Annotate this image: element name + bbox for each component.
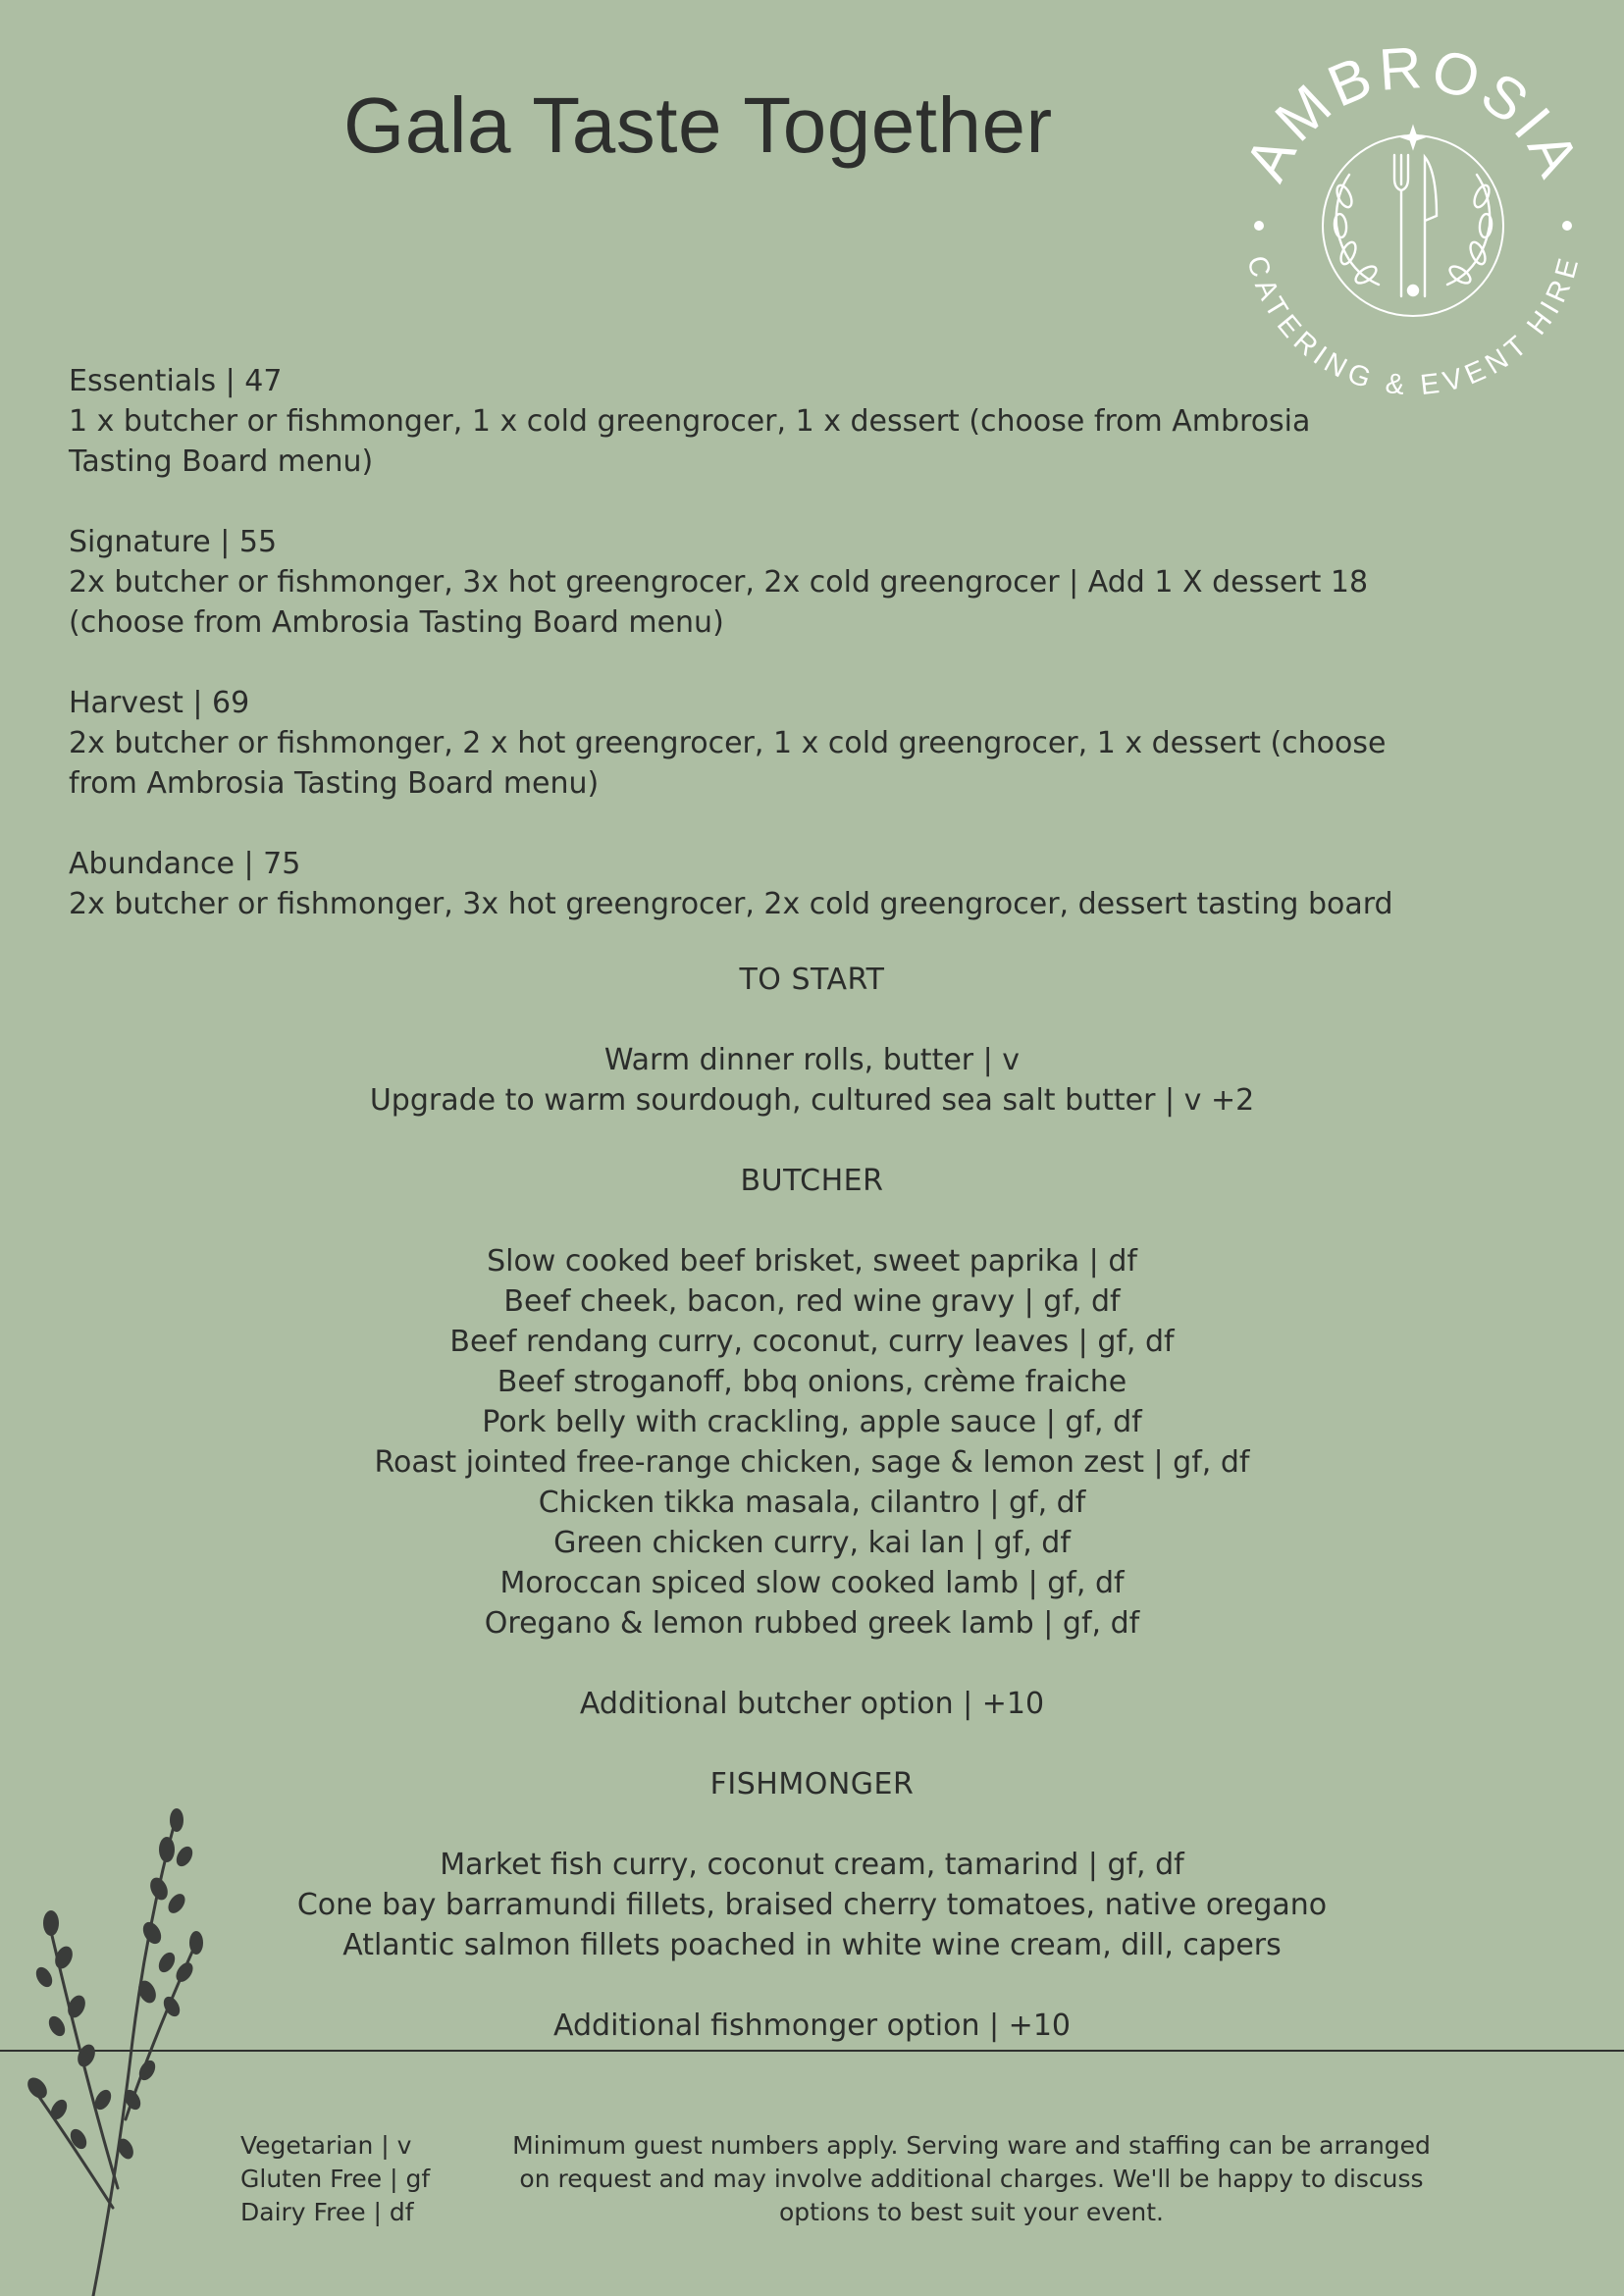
footer-note: Minimum guest numbers apply. Serving ware and staffing can be arranged on request and may involve additional charges. We'll be happy to discuss options to best suit your event.: [512, 2131, 1431, 2226]
menu-item: Market fish curry, coconut cream, tamarind | gf, df: [440, 1848, 1184, 1882]
logo-name: [1232, 39, 1594, 190]
package-essentials: [69, 361, 1403, 482]
fishmonger-items: [0, 1845, 1624, 1965]
menu-item: Beef stroganoff, bbq onions, crème fraiche: [497, 1365, 1127, 1399]
package-signature: [69, 522, 1403, 643]
section-title-butcher: BUTCHER: [740, 1164, 884, 1198]
dietary-legend: [240, 2129, 430, 2229]
thyme-sprig-icon: [10, 1796, 236, 2296]
package-name: Signature | 55: [69, 525, 278, 559]
menu-item: Atlantic salmon fillets poached in white wine cream, dill, capers: [342, 1928, 1282, 1962]
butcher-items: [0, 1241, 1624, 1644]
fork-knife-plate-wreath-icon: [1323, 126, 1503, 316]
menu-sections: [0, 960, 1624, 2086]
footer-divider: [0, 2050, 1624, 2052]
package-name: Essentials | 47: [69, 364, 283, 398]
menu-item: Oregano & lemon rubbed greek lamb | gf, df: [484, 1606, 1140, 1641]
section-title-fishmonger: FISHMONGER: [709, 1767, 915, 1801]
legend-gluten-free: Gluten Free | gf: [240, 2165, 431, 2193]
package-abundance: [69, 844, 1403, 924]
menu-item: Beef cheek, bacon, red wine gravy | gf, df: [503, 1284, 1121, 1319]
logo-tagline-path: CATERING & EVENT HIRE: [1240, 252, 1586, 402]
package-description: 2x butcher or fishmonger, 3x hot greengrocer, 2x cold greengrocer | Add 1 X dessert 18 (choose from Ambrosia Tasting Board menu): [69, 565, 1369, 640]
logo-dot-left: [1254, 221, 1264, 231]
package-description: 2x butcher or fishmonger, 2 x hot greengrocer, 1 x cold greengrocer, 1 x dessert (choose from Ambrosia Tasting Board menu): [69, 726, 1387, 801]
legend-vegetarian: Vegetarian | v: [240, 2131, 412, 2160]
menu-item: Green chicken curry, kai lan | gf, df: [553, 1526, 1071, 1560]
fishmonger-extra-option: Additional fishmonger option | +10: [553, 2009, 1071, 2043]
butcher-extra-option: Additional butcher option | +10: [579, 1687, 1045, 1721]
menu-item: Beef rendang curry, coconut, curry leaves | gf, df: [449, 1325, 1175, 1359]
package-description: 2x butcher or fishmonger, 3x hot greengrocer, 2x cold greengrocer, dessert tasting board: [69, 887, 1393, 921]
menu-item: Roast jointed free-range chicken, sage & lemon zest | gf, df: [374, 1445, 1250, 1480]
menu-item: Pork belly with crackling, apple sauce | gf, df: [482, 1405, 1142, 1439]
package-list: [69, 361, 1403, 924]
to-start-items: [0, 1040, 1624, 1121]
package-description: 1 x butcher or fishmonger, 1 x cold greengrocer, 1 x dessert (choose from Ambrosia Tasting Board menu): [69, 404, 1311, 479]
menu-item: Upgrade to warm sourdough, cultured sea salt butter | v +2: [369, 1083, 1255, 1118]
package-name: Harvest | 69: [69, 686, 250, 720]
package-harvest: [69, 683, 1403, 804]
package-name: Abundance | 75: [69, 847, 301, 881]
menu-item: Slow cooked beef brisket, sweet paprika | df: [487, 1244, 1137, 1278]
menu-item: Moroccan spiced slow cooked lamb | gf, df: [499, 1566, 1125, 1600]
legend-dairy-free: Dairy Free | df: [240, 2198, 414, 2226]
menu-item: Warm dinner rolls, butter | v: [603, 1043, 1021, 1077]
logo-name-path: AMBROSIA: [1231, 39, 1595, 191]
section-title-to-start: TO START: [739, 963, 885, 997]
ambrosia-logo: [1227, 39, 1599, 412]
menu-item: Cone bay barramundi fillets, braised cherry tomatoes, native oregano: [296, 1888, 1328, 1922]
logo-dot-right: [1562, 221, 1572, 231]
menu-item: Chicken tikka masala, cilantro | gf, df: [538, 1486, 1086, 1520]
page-title: Gala Taste Together: [343, 81, 1053, 169]
